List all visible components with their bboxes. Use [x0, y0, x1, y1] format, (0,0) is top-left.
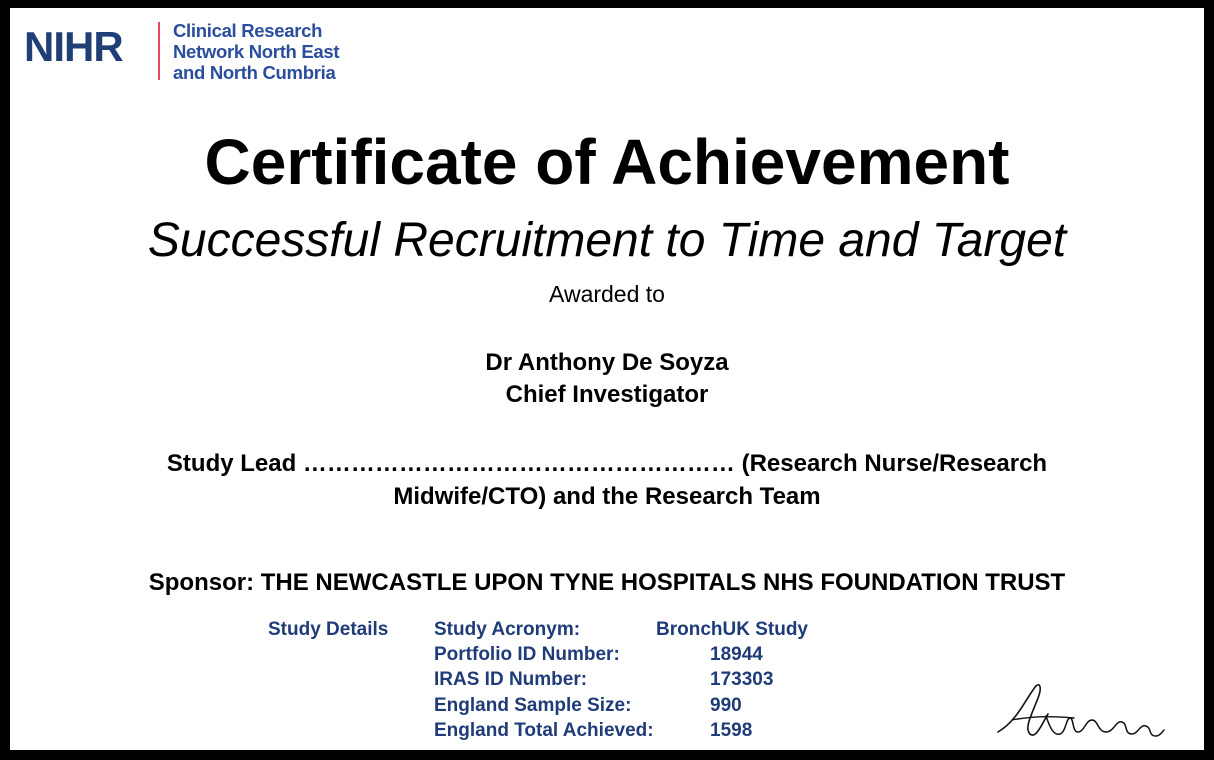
- logo-divider: [158, 22, 160, 80]
- certificate-page: [10, 8, 1204, 750]
- study-detail-label: Portfolio ID Number:: [434, 644, 620, 665]
- study-detail-value: 990: [710, 695, 742, 716]
- study-detail-label: Study Acronym:: [434, 619, 581, 640]
- study-detail-value: 1598: [710, 720, 753, 741]
- sponsor-line: Sponsor: THE NEWCASTLE UPON TYNE HOSPITALS NHS FOUNDATION TRUST: [148, 569, 1066, 596]
- study-lead-line-2: Midwife/CTO) and the Research Team: [393, 483, 821, 510]
- certificate-title: Certificate of Achievement: [204, 126, 1010, 198]
- recipient-role: Chief Investigator: [505, 381, 709, 408]
- study-detail-value: 173303: [710, 669, 774, 690]
- certificate-subtitle: Successful Recruitment to Time and Target: [147, 214, 1067, 267]
- study-detail-label: England Sample Size:: [434, 695, 632, 716]
- logo-mark: NIHR: [24, 23, 123, 70]
- logo-text: [173, 20, 339, 83]
- recipient-name: Dr Anthony De Soyza: [485, 349, 729, 376]
- study-details-heading: Study Details: [268, 619, 389, 640]
- study-detail-value: BronchUK Study: [656, 619, 808, 640]
- logo-line-1: Clinical Research: [173, 20, 323, 41]
- logo-line-3: and North Cumbria: [173, 62, 336, 83]
- study-lead-line-1: Study Lead ……………………………………………… (Research Nurse/Research: [166, 450, 1048, 477]
- handwritten-signature: [988, 676, 1178, 750]
- study-detail-label: England Total Achieved:: [434, 720, 654, 741]
- logo-line-2: Network North East: [173, 41, 340, 62]
- awarded-to-label: Awarded to: [549, 281, 665, 307]
- study-detail-value: 18944: [710, 644, 763, 665]
- study-detail-label: IRAS ID Number:: [434, 669, 588, 690]
